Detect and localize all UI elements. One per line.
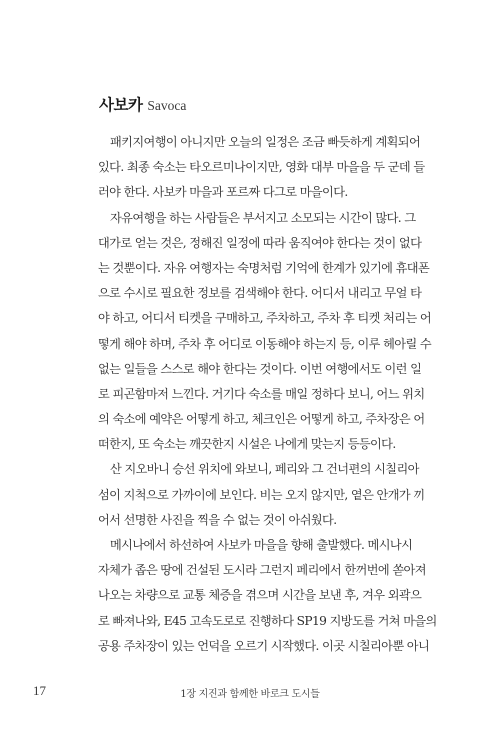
body-line: 공용 주차장이 있는 언덕을 오르기 시작했다. 이곳 시칠리아뿐 아니 <box>98 638 430 653</box>
page-footer <box>0 683 500 703</box>
body-line: 자체가 좁은 땅에 건설된 도시라 그런지 페리에서 한꺼번에 쏟아져 <box>98 563 426 578</box>
body-line: 으로 수시로 필요한 정보를 검색해야 한다. 어디서 내리고 무얼 타 <box>98 286 422 301</box>
body-line: 산 지오바니 승선 위치에 와보니, 페리와 그 건너편의 시칠리아 <box>110 462 419 477</box>
body-line: 로 빠져나와, E45 고속도로로 진행하다 SP19 지방도를 거쳐 마을의 <box>98 613 437 628</box>
body-text <box>98 130 463 659</box>
section-heading-korean: 사보카 <box>99 96 143 114</box>
body-line: 나오는 차량으로 교통 체증을 겪으며 시간을 보낸 후, 겨우 외곽으 <box>98 588 422 603</box>
body-line: 패키지여행이 아니지만 오늘의 일정은 조금 빠듯하게 계획되어 <box>110 135 421 149</box>
body-line: 대가로 얻는 것은, 정해진 일정에 따라 움직여야 한다는 것이 없다 <box>98 235 422 250</box>
body-line: 있다. 최종 숙소는 타오르미나이지만, 영화 대부 마을을 두 군데 들 <box>98 160 425 175</box>
body-line: 자유여행을 하는 사람들은 부서지고 소모되는 시간이 많다. 그 <box>110 210 416 225</box>
body-line: 떻게 해야 하며, 주차 후 어디로 이동해야 하는지 등, 이루 헤아릴 수 <box>98 336 432 351</box>
running-head: 1장 지진과 함께한 바로크 도시들 <box>180 689 320 700</box>
section-heading-latin: Savoca <box>147 98 187 113</box>
body-line: 야 하고, 어디서 티켓을 구매하고, 주차하고, 주차 후 티켓 처리는 어 <box>98 311 432 326</box>
section-heading <box>99 93 186 115</box>
body-line: 는 것뿐이다. 자유 여행자는 숙명처럼 기억에 한계가 있기에 휴대폰 <box>98 260 430 275</box>
body-line: 러야 한다. 사보카 마을과 포르짜 다그로 마을이다. <box>98 185 348 200</box>
body-line: 떠한지, 또 숙소는 깨끗한지 시설은 나에게 맞는지 등등이다. <box>98 437 396 452</box>
body-line: 로 피곤함마저 느낀다. 거기다 숙소를 매일 정하다 보니, 어느 위치 <box>98 386 425 401</box>
body-line: 섬이 지척으로 가까이에 보인다. 비는 오지 않지만, 옅은 안개가 끼 <box>98 487 425 502</box>
body-line: 어서 선명한 사진을 찍을 수 없는 것이 아쉬웠다. <box>98 512 337 527</box>
body-line: 메시나에서 하선하여 사보카 마을을 향해 출발했다. 메시나시 <box>110 538 413 552</box>
body-line: 의 숙소에 예약은 어떻게 하고, 체크인은 어떻게 하고, 주차장은 어 <box>98 412 425 427</box>
page-number: 17 <box>33 683 46 698</box>
body-line: 없는 일들을 스스로 해야 한다는 것이다. 이번 여행에서도 이런 일 <box>98 361 422 376</box>
